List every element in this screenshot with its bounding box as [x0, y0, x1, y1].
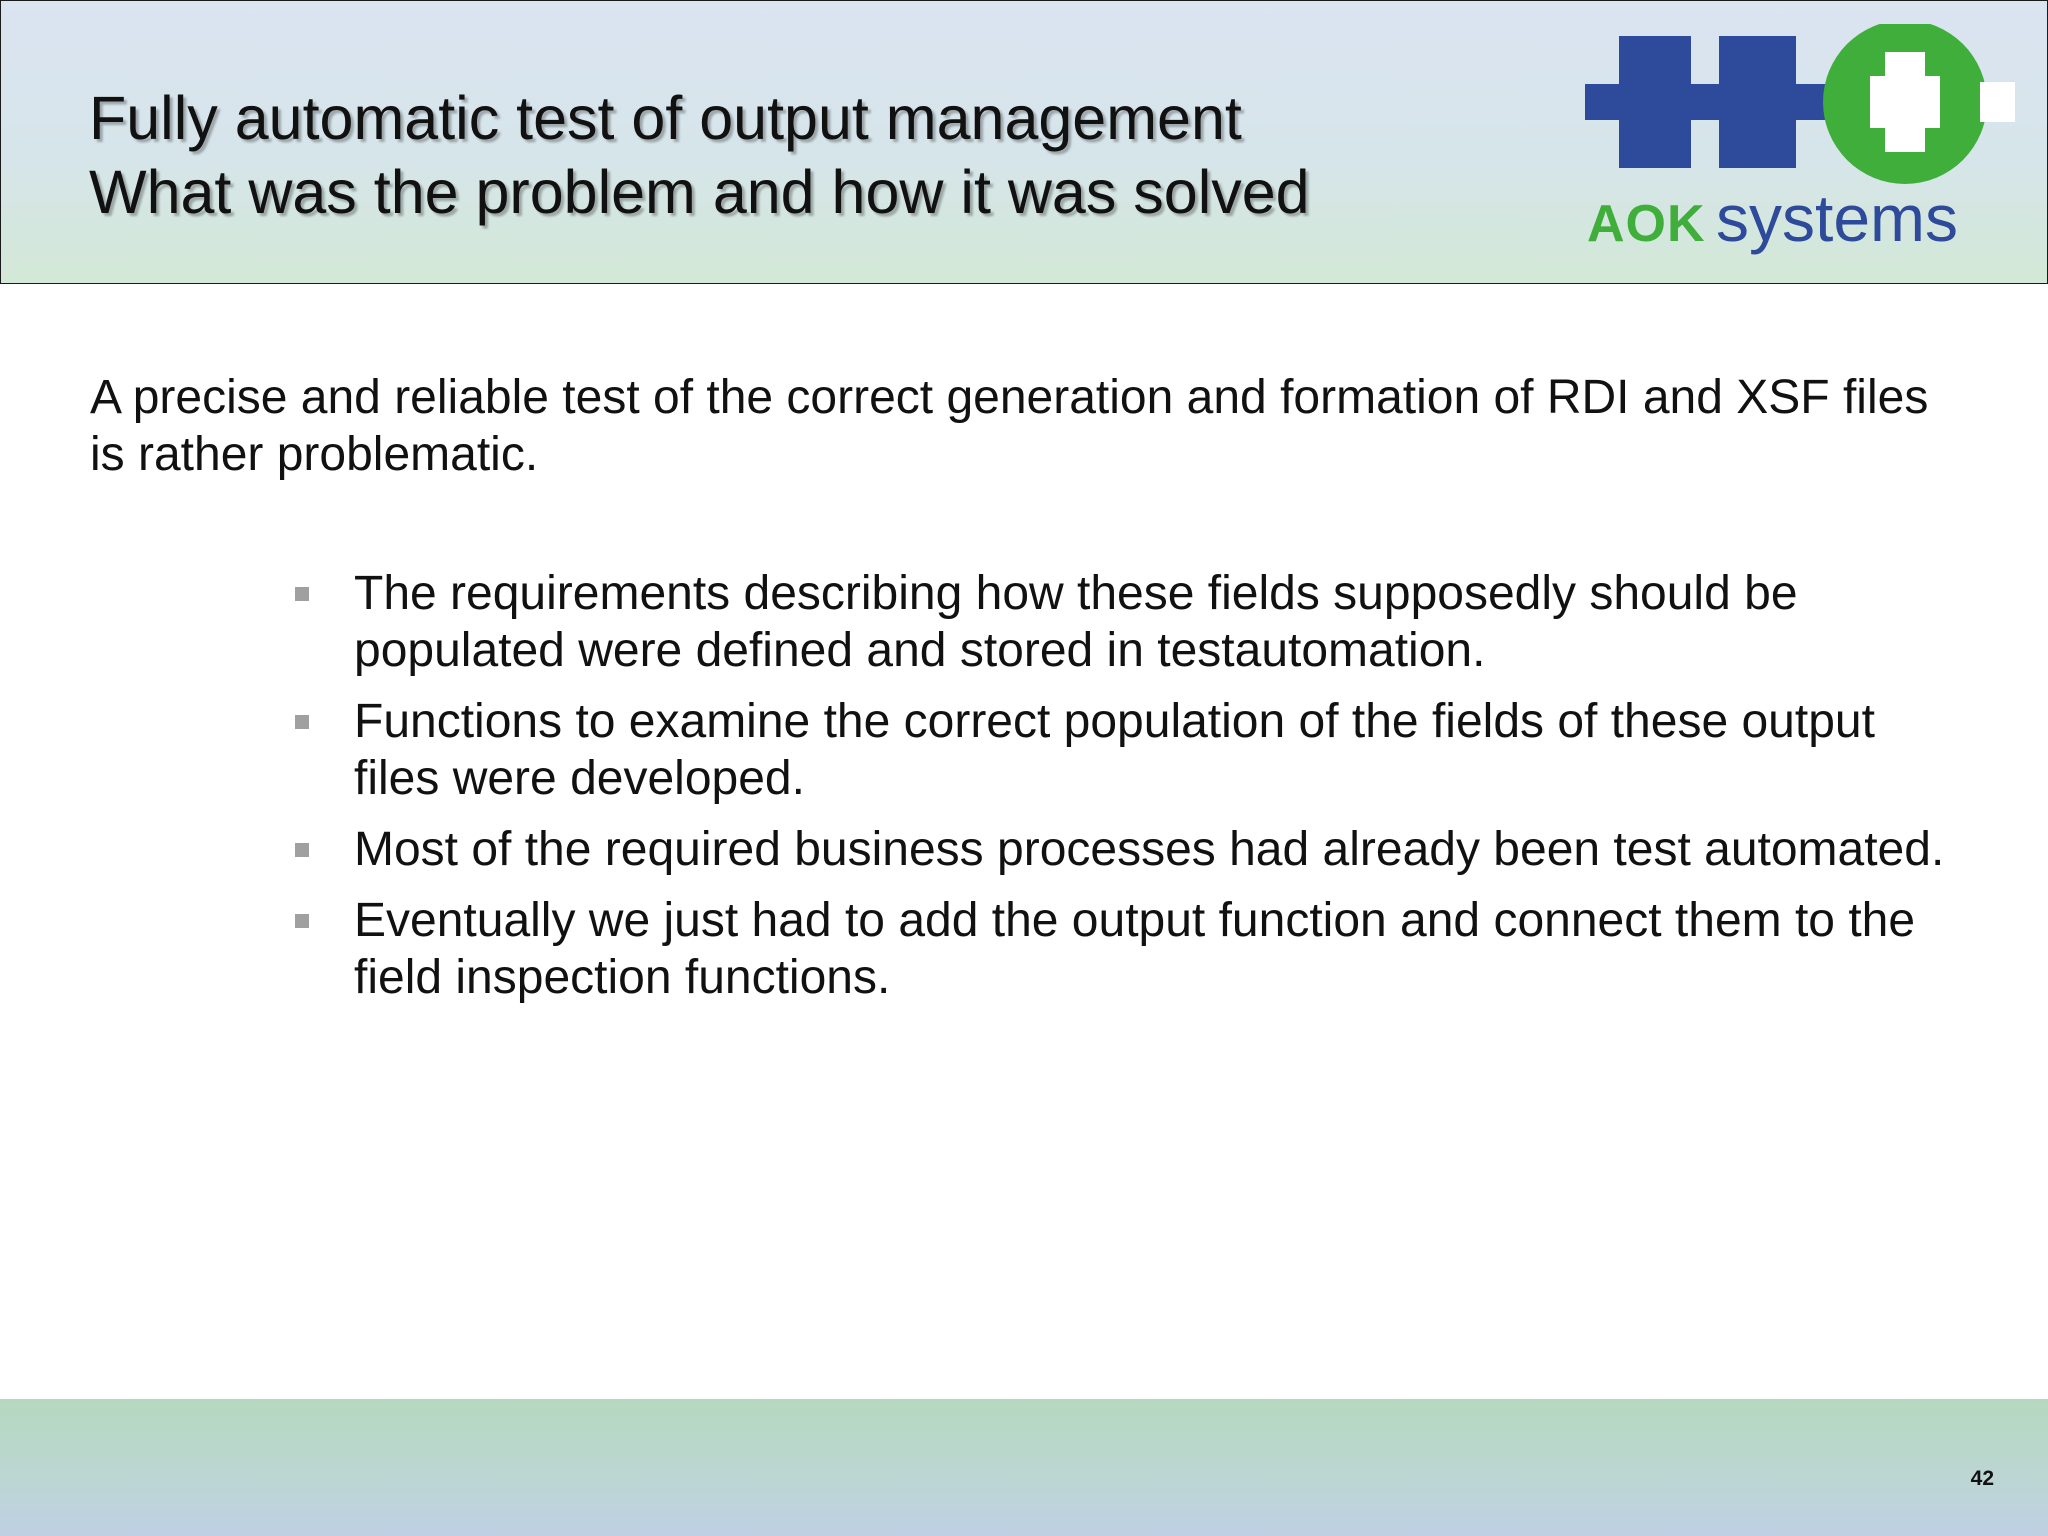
bullet-item: [202, 892, 1962, 1006]
slide-title: [89, 81, 1310, 229]
page-number: 42: [1970, 1467, 1994, 1490]
bullet-item: [202, 821, 1962, 878]
slide-footer: [0, 1399, 2048, 1536]
square-bullet-icon: [295, 587, 309, 601]
logo-text-aok: AOK: [1587, 195, 1706, 253]
square-bullet-icon: [295, 914, 309, 928]
logo-text-systems: systems: [1716, 181, 1959, 255]
square-bullet-icon: [295, 715, 309, 729]
bullet-text: The requirements describing how these fields supposedly should be populated were defined and stored in testautomation.: [354, 567, 1798, 677]
bullet-text: Functions to examine the correct population of the fields of these output files were developed.: [354, 695, 1875, 805]
bullet-item: [202, 693, 1962, 807]
title-line-2: What was the problem and how it was solved: [89, 158, 1310, 226]
logo-wordmark: [1587, 180, 1958, 256]
slide-content: [90, 369, 1970, 1004]
bullet-list: [202, 565, 1962, 1020]
square-bullet-icon: [295, 843, 309, 857]
bullet-text: Most of the required business processes had already been test automated.: [354, 823, 1945, 876]
bullet-item: [202, 565, 1962, 679]
aok-logo-mark-icon: [1585, 24, 2015, 184]
title-line-1: Fully automatic test of output management: [89, 84, 1242, 152]
intro-paragraph: A precise and reliable test of the correct generation and formation of RDI and XSF files is rather problematic.: [90, 371, 1929, 481]
bullet-text: Eventually we just had to add the output function and connect them to the field inspection functions.: [354, 894, 1916, 1004]
